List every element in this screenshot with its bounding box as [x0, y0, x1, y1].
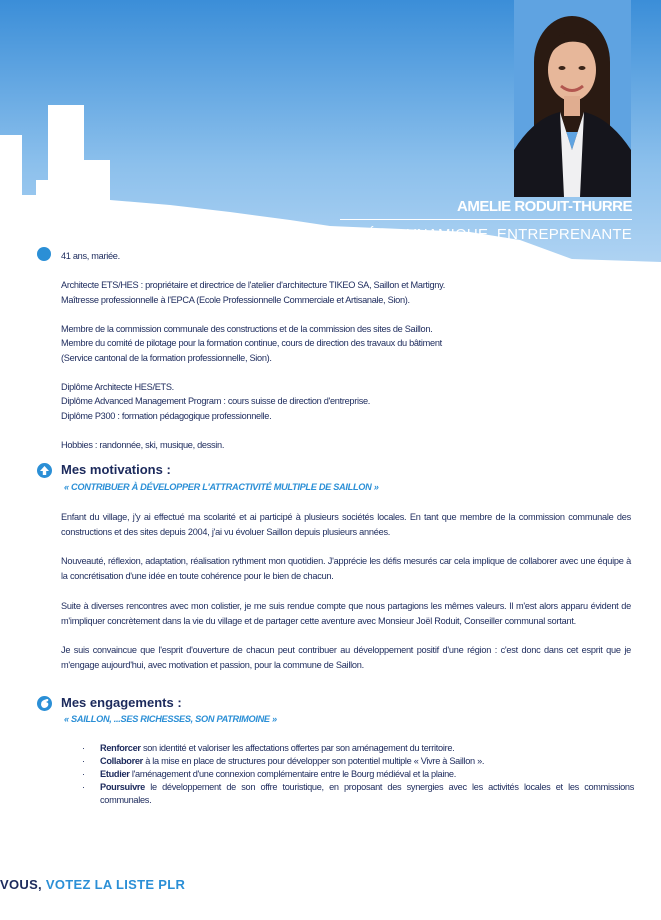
bio-line: Diplôme Advanced Management Program : cours suisse de direction d'entreprise. — [61, 396, 371, 406]
motivation-paragraph: Suite à diverses rencontres avec mon colistier, je me suis rendue compte que nous partagions les mêmes valeurs. Il m'est alors apparu évident de m'impliquer concrètement dans la vie du village et de partager cette aventure avec Monsieur Joël Roduit, Conseiller communal sortant. — [61, 600, 631, 626]
bio-line: 41 ans, mariée. — [61, 251, 120, 261]
hand-icon — [37, 696, 52, 711]
bio-line: (Service cantonal de la formation professionnelle, Sion). — [61, 352, 272, 363]
bio-paragraph — [61, 380, 621, 424]
engagement-text: son identité et valoriser les affectations offertes par son aménagement du territoire. — [140, 743, 455, 753]
engagement-text: à la mise en place de structures pour développer son potentiel multiple « Vivre à Saillon ». — [142, 756, 485, 766]
motivations-text — [61, 510, 631, 688]
engagements-title: Mes engagements : — [61, 695, 182, 710]
footer-part-1: VOUS, — [0, 877, 42, 892]
engagement-text: le développement de son offre touristique, en proposant des synergies avec les activités locales et les commissions communales. — [100, 782, 634, 805]
bio-paragraph — [61, 322, 621, 366]
motivations-subtitle: « CONTRIBUER À DÉVELOPPER L'ATTRACTIVITÉ MULTIPLE DE SAILLON » — [64, 482, 379, 492]
bullet-icon: · — [82, 769, 85, 779]
bio-paragraph — [61, 278, 621, 307]
list-item — [82, 768, 634, 781]
bio-line: Maîtresse professionnelle à l'EPCA (Ecole Professionnelle Commerciale et Artisanale, Sion). — [61, 294, 410, 305]
bio-paragraph — [61, 438, 621, 453]
bio-line: Membre de la commission communale des constructions et de la commission des sites de Saillon. — [61, 323, 433, 334]
bio-line: Diplôme Architecte HES/ETS. — [61, 381, 174, 392]
candidate-name: AMELIE RODUIT-THURRE — [457, 198, 632, 215]
bio-line: Architecte ETS/HES : propriétaire et directrice de l'atelier d'architecture TIKEO SA, Saillon et Martigny. — [61, 280, 445, 290]
bio-bullet-icon — [37, 247, 51, 261]
arrow-up-icon — [37, 463, 52, 478]
motivation-paragraph: Nouveauté, réflexion, adaptation, réalisation rythment mon quotidien. J'apprécie les défis mesurés car cela implique de collaborer avec une équipe à la concrétisation d'une idée en toute cohérence pour le bien de chacun. — [61, 556, 631, 582]
bio-line: Hobbies : randonnée, ski, musique, dessin. — [61, 439, 225, 450]
motivation-paragraph: Je suis convaincue que l'esprit d'ouverture de chacun peut contribuer au développement positif d'une région : c'est donc dans cet esprit que je m'engage aujourd'hui, avec motivation et passion, pour la commune de Saillon. — [61, 645, 631, 670]
bio-section — [61, 249, 621, 467]
footer-slogan — [0, 877, 185, 892]
engagement-verb: Poursuivre — [100, 782, 145, 792]
engagement-verb: Renforcer — [100, 743, 141, 753]
list-item — [82, 742, 634, 755]
engagement-verb: Collaborer — [100, 756, 143, 766]
header-divider — [340, 219, 632, 220]
motivation-paragraph: Enfant du village, j'y ai effectué ma scolarité et ai participé à plusieurs sociétés locales. En tant que membre de la commission communale des constructions et des sites depuis 2004, j'ai vu évoluer Saillon depuis plusieurs années. — [61, 512, 631, 537]
list-item — [82, 781, 634, 807]
bio-paragraph — [61, 249, 621, 264]
portrait-image — [514, 0, 631, 197]
bio-line: Diplôme P300 : formation pédagogique professionnelle. — [61, 410, 272, 421]
bio-line: Membre du comité de pilotage pour la formation continue, cours de direction des travaux du bâtiment — [61, 338, 442, 348]
engagement-text: l'aménagement d'une connexion complémentaire entre le Bourg médiéval et la plaine. — [129, 769, 456, 779]
engagements-list — [82, 742, 634, 807]
candidate-tagline: MOTIVÉE, DYNAMIQUE, ENTREPRENANTE — [317, 226, 632, 243]
footer-part-2: VOTEZ LA LISTE PLR — [41, 877, 186, 892]
engagement-verb: Etudier — [100, 769, 130, 779]
bullet-icon: · — [82, 782, 85, 792]
motivations-title: Mes motivations : — [61, 462, 171, 477]
bullet-icon: · — [82, 743, 85, 753]
list-item — [82, 755, 634, 768]
candidate-portrait — [514, 0, 631, 197]
engagements-subtitle: « SAILLON, ...SES RICHESSES, SON PATRIMOINE » — [64, 714, 277, 724]
bullet-icon: · — [82, 756, 85, 766]
